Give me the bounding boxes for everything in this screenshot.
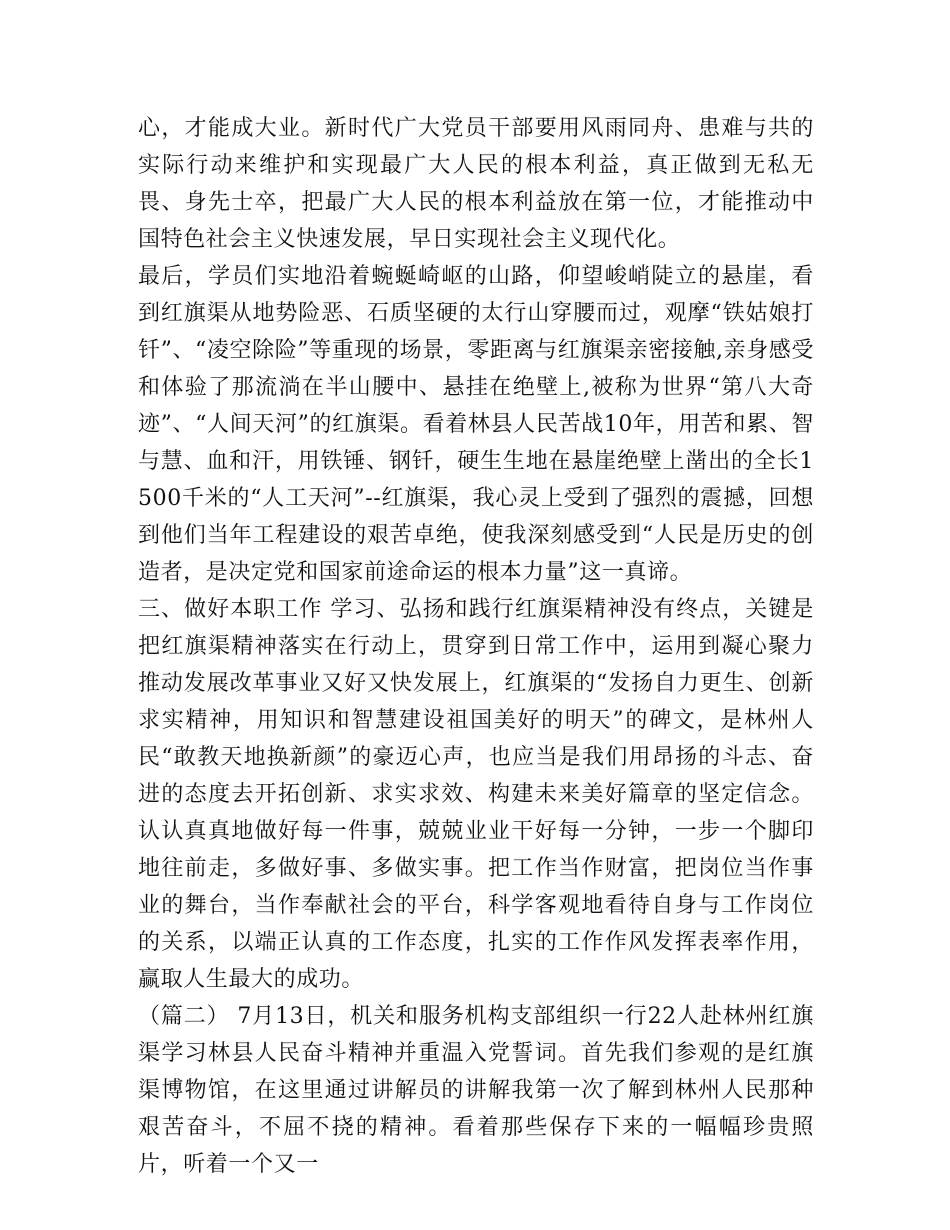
paragraph-1: 心，才能成大业。新时代广大党员干部要用风雨同舟、患难与共的实际行动来维护和实现最广大人民的根本利益，真正做到无私无畏、身先士卒，把最广大人民的根本利益放在第一位，才能推动中国特色社会主义快速发展，早日实现社会主义现代化。 (138, 116, 814, 252)
paragraph-3: 三、做好本职工作 学习、弘扬和践行红旗渠精神没有终点，关键是把红旗渠精神落实在行动上，贯穿到日常工作中，运用到凝心聚力推动发展改革事业又好又快发展上，红旗渠的“发扬自力更生、创新求实精神，用知识和智慧建设祖国美好的明天”的碑文，是林州人民“敢教天地换新颜”的豪迈心声，也应当是我们用昂扬的斗志、奋进的态度去开拓创新、求实求效、构建未来美好篇章的坚定信念。认认真真地做好每一件事，兢兢业业干好每一分钟，一步一个脚印地往前走，多做好事、多做实事。把工作当作财富，把岗位当作事业的舞台，当作奉献社会的平台，科学客观地看待自身与工作岗位的关系，以端正认真的工作态度，扎实的工作作风发挥表率作用，赢取人生最大的成功。 (138, 597, 814, 992)
document-page (138, 110, 814, 1183)
paragraph-2: 最后，学员们实地沿着蜿蜒崎岖的山路，仰望峻峭陡立的悬崖，看到红旗渠从地势险恶、石质坚硬的太行山穿腰而过，观摩“铁姑娘打钎”、“凌空除险”等重现的场景，零距离与红旗渠亲密接触,亲身感受和体验了那流淌在半山腰中、悬挂在绝壁上,被称为世界“第八大奇迹”、“人间天河”的红旗渠。看着林县人民苦战10年，用苦和累、智与慧、血和汗，用铁锤、钢钎，硬生生地在悬崖绝壁上凿出的全长1500千米的“人工天河”--红旗渠，我心灵上受到了强烈的震撼，回想到他们当年工程建设的艰苦卓绝，使我深刻感受到“人民是历史的创造者，是决定党和国家前途命运的根本力量”这一真谛。 (138, 264, 814, 585)
paragraph-4: （篇二） 7月13日，机关和服务机构支部组织一行22人赴林州红旗渠学习林县人民奋斗精神并重温入党誓词。首先我们参观的是红旗渠博物馆，在这里通过讲解员的讲解我第一次了解到林州人民那种艰苦奋斗，不屈不挠的精神。看着那些保存下来的一幅幅珍贵照片，听着一个又一 (138, 1004, 814, 1177)
